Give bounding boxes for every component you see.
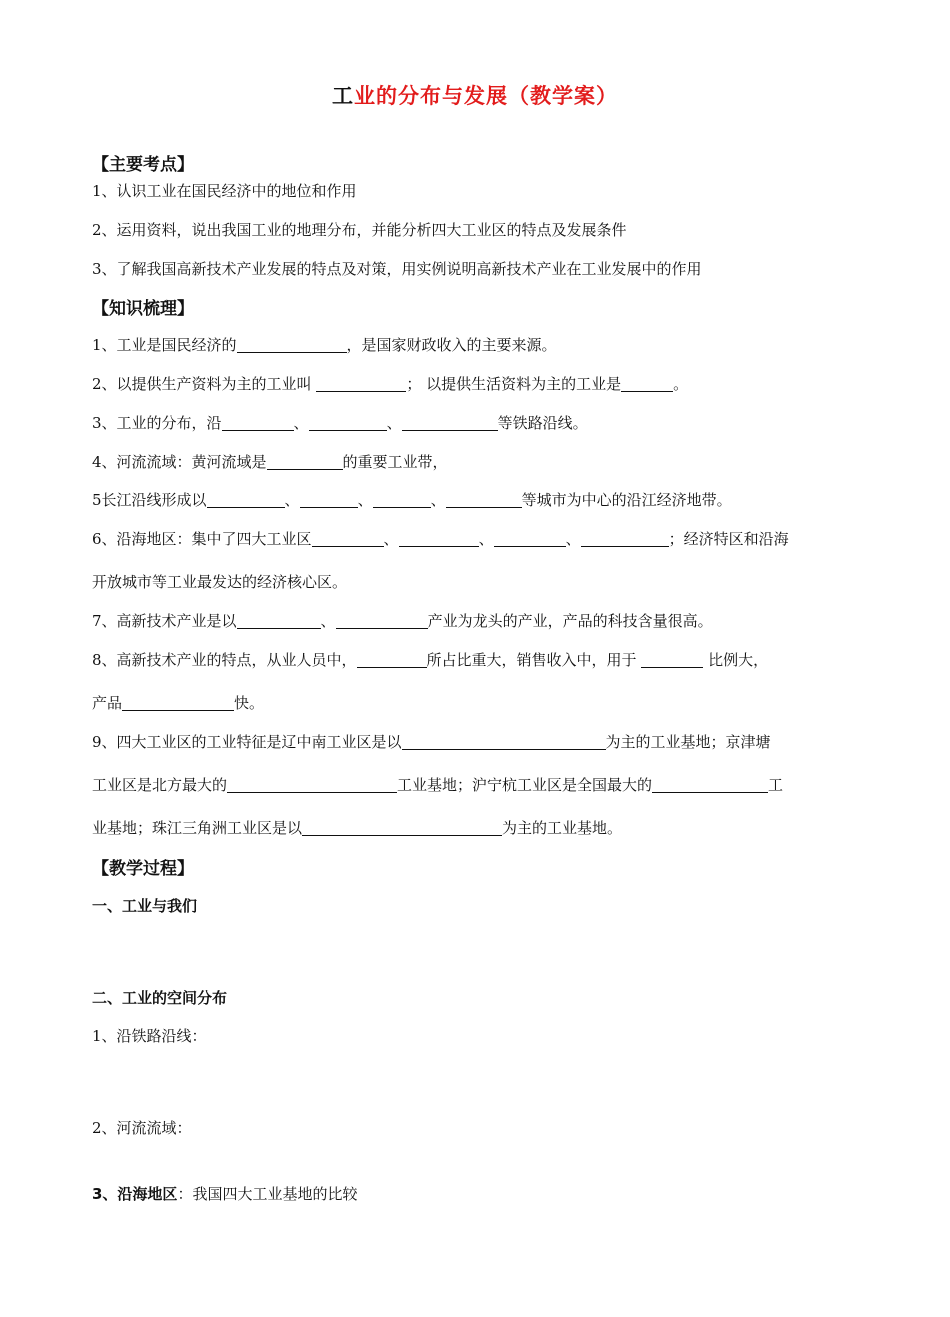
question-5: 5长江沿线形成以 、 、 、 等城市为中心的沿江经济地带。 xyxy=(92,491,732,509)
blank[interactable] xyxy=(357,651,427,668)
part-2-title: 二、工业的空间分布 xyxy=(92,989,228,1007)
blank[interactable] xyxy=(227,776,397,793)
blank[interactable] xyxy=(222,414,294,431)
item-coastal: 3、沿海地区：我国四大工业基地的比较 xyxy=(92,1185,358,1203)
blank[interactable] xyxy=(267,453,343,470)
blank[interactable] xyxy=(237,336,347,353)
key-point-2: 2、运用资料，说出我国工业的地理分布，并能分析四大工业区的特点及发展条件 xyxy=(92,221,627,239)
part-1-title: 一、工业与我们 xyxy=(92,897,198,915)
heading-teaching-process: 【教学过程】 xyxy=(92,859,194,879)
blank[interactable] xyxy=(300,491,358,508)
question-8: 8、高新技术产业的特点，从业人员中， 所占比重大，销售收入中，用于 比例大， xyxy=(92,651,769,669)
question-8-cont: 产品 快。 xyxy=(92,694,265,712)
question-9-cont-1: 工业区是北方最大的 工业基地；沪宁杭工业区是全国最大的 工 xyxy=(92,776,784,794)
item-river: 2、河流流域： xyxy=(92,1119,192,1137)
blank[interactable] xyxy=(312,530,384,547)
blank[interactable] xyxy=(641,651,703,668)
blank[interactable] xyxy=(309,414,387,431)
blank[interactable] xyxy=(237,612,321,629)
question-7: 7、高新技术产业是以 、 产业为龙头的产业，产品的科技含量很高。 xyxy=(92,612,713,630)
blank[interactable] xyxy=(122,694,234,711)
question-1: 1、工业是国民经济的 ，是国家财政收入的主要来源。 xyxy=(92,336,557,354)
blank[interactable] xyxy=(302,819,502,836)
heading-key-points: 【主要考点】 xyxy=(92,155,194,175)
question-2: 2、以提供生产资料为主的工业叫 ； 以提供生活资料为主的工业是 。 xyxy=(92,375,689,393)
blank[interactable] xyxy=(399,530,479,547)
question-6: 6、沿海地区：集中了四大工业区 、 、 、 ；经济特区和沿海 xyxy=(92,530,789,548)
blank[interactable] xyxy=(652,776,768,793)
blank[interactable] xyxy=(494,530,566,547)
blank[interactable] xyxy=(581,530,669,547)
question-9: 9、四大工业区的工业特征是辽中南工业区是以 为主的工业基地；京津塘 xyxy=(92,733,771,751)
question-3: 3、工业的分布，沿 、 、 等铁路沿线。 xyxy=(92,414,588,432)
blank[interactable] xyxy=(402,733,606,750)
blank[interactable] xyxy=(446,491,522,508)
blank[interactable] xyxy=(621,375,673,392)
key-point-3: 3、了解我国高新技术产业发展的特点及对策，用实例说明高新技术产业在工业发展中的作用 xyxy=(92,260,702,278)
blank[interactable] xyxy=(316,375,406,392)
blank[interactable] xyxy=(207,491,285,508)
question-9-cont-2: 业基地；珠江三角洲工业区是以 为主的工业基地。 xyxy=(92,819,623,837)
page-title: 工业的分布与发展（教学案） xyxy=(332,84,618,108)
blank[interactable] xyxy=(373,491,431,508)
question-4: 4、河流流域：黄河流域是 的重要工业带， xyxy=(92,453,448,471)
question-6-cont: 开放城市等工业最发达的经济核心区。 xyxy=(92,573,348,591)
key-point-1: 1、认识工业在国民经济中的地位和作用 xyxy=(92,182,357,200)
item-railway: 1、沿铁路沿线： xyxy=(92,1027,207,1045)
blank[interactable] xyxy=(336,612,428,629)
heading-knowledge: 【知识梳理】 xyxy=(92,299,194,319)
blank[interactable] xyxy=(402,414,498,431)
